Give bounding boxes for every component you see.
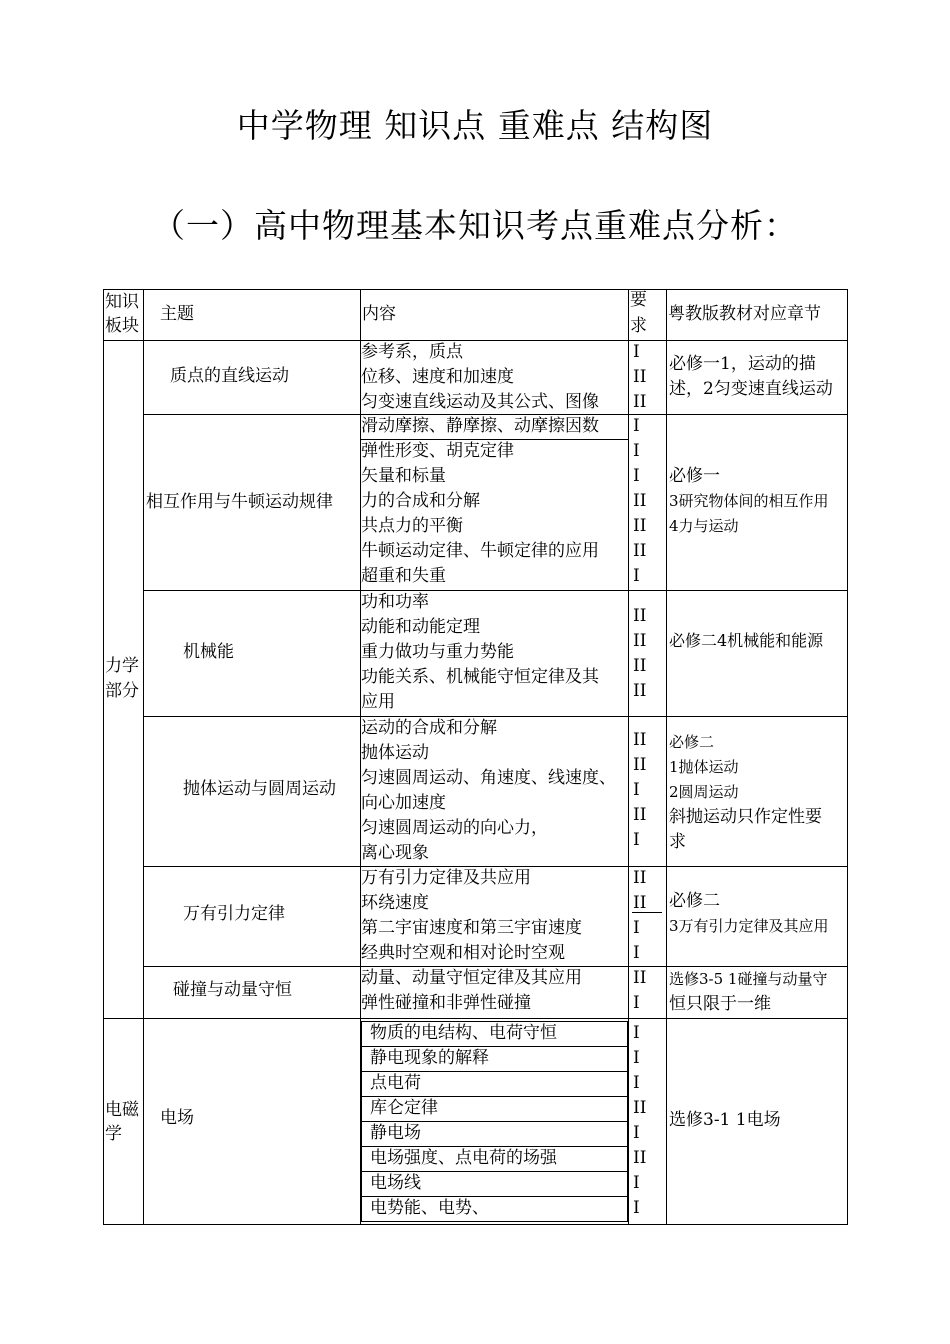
row-topic: 相互作用与牛顿运动规律	[146, 492, 333, 512]
row-requirement: II	[633, 868, 647, 888]
row-requirement: II	[633, 1148, 647, 1168]
row-content-item: 电场强度、点电荷的场强	[370, 1148, 557, 1168]
row-requirement: I	[633, 1073, 640, 1093]
row-requirement: II	[633, 516, 647, 536]
row-content-item: 重力做功与重力势能	[361, 642, 514, 662]
row-topic: 碰撞与动量守恒	[173, 980, 292, 1000]
row-content-item: 向心加速度	[361, 793, 446, 813]
row-content-item: 功和功率	[361, 592, 429, 612]
row-requirement: II	[633, 541, 647, 561]
row-content-item: 矢量和标量	[361, 466, 446, 486]
row-requirement: I	[633, 830, 640, 850]
content-underline	[360, 439, 628, 440]
header-content: 内容	[362, 304, 396, 324]
row-requirement: I	[633, 416, 640, 436]
row-content-item: 第二宇宙速度和第三宇宙速度	[361, 918, 582, 938]
row-content-item: 库仑定律	[370, 1098, 438, 1118]
row-requirement: I	[633, 466, 640, 486]
column-rule	[847, 289, 848, 1225]
row-requirement: I	[633, 1173, 640, 1193]
row-chapter-line: 必修一	[669, 466, 720, 486]
row-requirement: I	[633, 780, 640, 800]
header-block-line1: 知识	[105, 292, 139, 312]
row-chapter-line: 求	[669, 832, 686, 852]
header-req-line2: 求	[630, 316, 647, 336]
row-chapter-line: 3研究物体间的相互作用	[669, 492, 829, 510]
row-requirement: II	[633, 681, 647, 701]
row-chapter-line: 2圆周运动	[669, 783, 739, 801]
row-chapter-line: 3万有引力定律及其应用	[669, 917, 829, 935]
document-title: 中学物理 知识点 重难点 结构图	[236, 106, 714, 145]
row-chapter-line: 必修一1，运动的描	[669, 354, 816, 374]
row-content-item: 静电场	[370, 1123, 421, 1143]
table-border-bottom	[103, 1224, 848, 1225]
row-topic: 抛体运动与圆周运动	[183, 779, 336, 799]
row-content-item: 位移、速度和加速度	[361, 367, 514, 387]
row-topic: 电场	[160, 1108, 194, 1128]
row-content-item: 离心现象	[361, 843, 429, 863]
column-rule	[666, 289, 667, 1225]
row-topic: 质点的直线运动	[170, 366, 289, 386]
row-requirement: I	[633, 566, 640, 586]
row-requirement: I	[633, 342, 640, 362]
row-content-item: 动能和动能定理	[361, 617, 480, 637]
row-chapter-line: 选修3-5 1碰撞与动量守	[669, 970, 828, 988]
row-content-item: 匀变速直线运动及其公式、图像	[361, 392, 599, 412]
row-requirement: II	[633, 1098, 647, 1118]
header-chapter: 粤教版教材对应章节	[668, 304, 821, 324]
row-content-item: 环绕速度	[361, 893, 429, 913]
section-rule	[103, 1018, 848, 1019]
row-content-item: 共点力的平衡	[361, 516, 463, 536]
column-rule	[143, 289, 144, 1225]
row-requirement: II	[633, 631, 647, 651]
row-requirement: II	[633, 606, 647, 626]
row-content-item: 万有引力定律及共应用	[361, 868, 531, 888]
section-mechanics-line1: 力学	[105, 656, 139, 676]
column-rule	[628, 289, 629, 1225]
row-requirement: I	[633, 943, 640, 963]
row-content-item: 滑动摩擦、静摩擦、动摩擦因数	[361, 416, 599, 436]
row-content-item: 功能关系、机械能守恒定律及其	[361, 667, 599, 687]
row-content-item: 电势能、电势、	[370, 1198, 489, 1218]
row-content-item: 匀速圆周运动、角速度、线速度、	[361, 768, 616, 788]
row-requirement: I	[633, 441, 640, 461]
header-rule	[103, 340, 848, 341]
row-chapter-line: 必修二4机械能和能源	[669, 631, 824, 650]
row-chapter-line: 恒只限于一维	[669, 994, 771, 1014]
row-chapter-line: 必修二	[669, 891, 720, 911]
row-content-item: 静电现象的解释	[370, 1048, 489, 1068]
row-chapter-line: 4力与运动	[669, 517, 739, 535]
header-topic: 主题	[160, 304, 194, 324]
table-border-top	[103, 289, 848, 290]
row-requirement: II	[633, 968, 647, 988]
row-content-item: 运动的合成和分解	[361, 718, 497, 738]
section-em-line1: 电磁	[105, 1100, 139, 1120]
row-topic: 机械能	[183, 642, 234, 662]
row-requirement: I	[633, 1123, 640, 1143]
header-req-line1: 要	[630, 290, 647, 310]
row-content-item: 动量、动量守恒定律及其应用	[361, 968, 582, 988]
row-requirement: I	[633, 918, 640, 938]
row-requirement: II	[633, 805, 647, 825]
row-requirement: II	[633, 656, 647, 676]
row-requirement: II	[633, 491, 647, 511]
row-content-item: 应用	[361, 692, 395, 712]
row-content-item: 超重和失重	[361, 566, 446, 586]
row-requirement: I	[633, 1198, 640, 1218]
section-em-line2: 学	[105, 1124, 122, 1144]
row-requirement: II	[633, 392, 647, 412]
row-content-item: 参考系，质点	[361, 342, 463, 362]
row-content-item: 物质的电结构、电荷守恒	[370, 1023, 557, 1043]
row-topic: 万有引力定律	[183, 904, 285, 924]
row-requirement: I	[633, 1048, 640, 1068]
row-chapter-line: 1抛体运动	[669, 758, 739, 776]
row-content-item: 弹性形变、胡克定律	[361, 441, 514, 461]
row-content-item: 匀速圆周运动的向心力，	[361, 818, 548, 838]
row-requirement: I	[633, 993, 640, 1013]
row-chapter-line: 述，2匀变速直线运动	[669, 379, 833, 399]
row-chapter-line: 必修二	[669, 733, 715, 751]
section-mechanics-line2: 部分	[105, 681, 139, 701]
row-requirement: I	[633, 1023, 640, 1043]
row-requirement: II	[633, 367, 647, 387]
row-chapter-line: 斜抛运动只作定性要	[669, 807, 822, 827]
row-content-item: 弹性碰撞和非弹性碰撞	[361, 993, 531, 1013]
header-block-line2: 板块	[105, 316, 139, 336]
row-content-item: 经典时空观和相对论时空观	[361, 943, 565, 963]
row-content-item: 电场线	[370, 1173, 421, 1193]
row-requirement: II	[633, 755, 647, 775]
row-content-item: 点电荷	[370, 1073, 421, 1093]
row-content-item: 牛顿运动定律、牛顿定律的应用	[361, 541, 599, 561]
row-content-item: 抛体运动	[361, 743, 429, 763]
column-rule	[103, 289, 104, 1225]
row-chapter-line: 选修3-1 1电场	[669, 1110, 781, 1130]
row-rule	[143, 590, 848, 591]
document-subtitle: （一）高中物理基本知识考点重难点分析：	[152, 206, 798, 245]
row-requirement: II	[633, 730, 647, 750]
row-requirement: II	[633, 893, 647, 913]
row-content-item: 力的合成和分解	[361, 491, 480, 511]
